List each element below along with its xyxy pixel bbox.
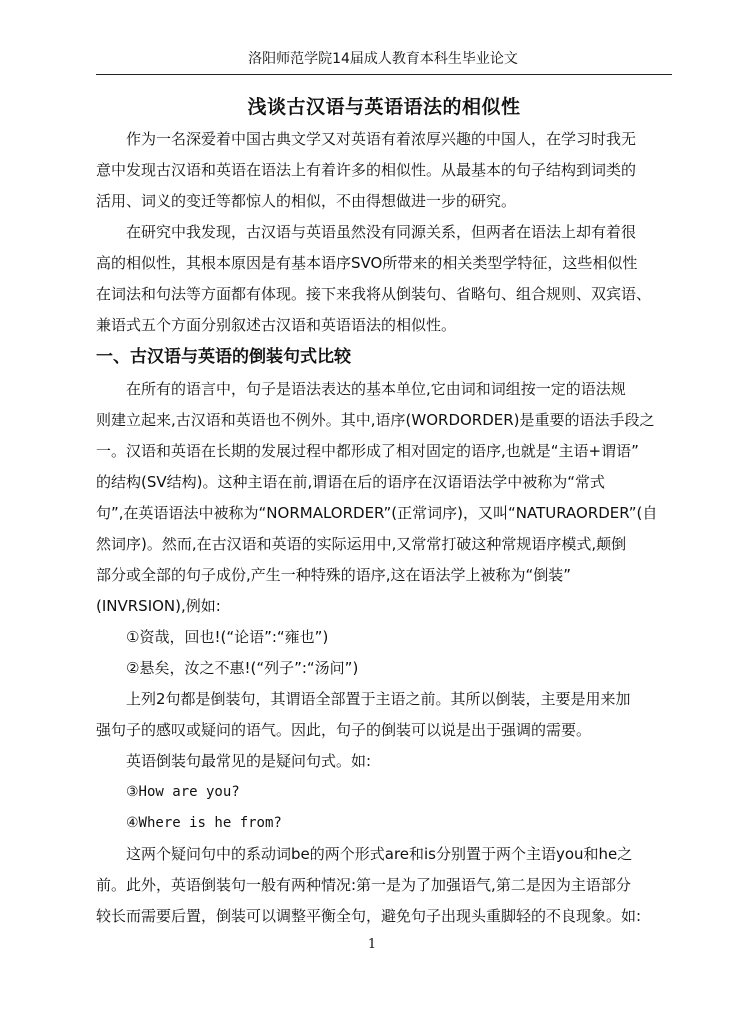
example-line: ②悬矣，汝之不惠!(“列子”:“汤问”) <box>126 659 359 677</box>
body-line: 上列2句都是倒装句，其谓语全部置于主语之前。其所以倒装，主要是用来加 <box>126 690 631 708</box>
body-line: 意中发现古汉语和英语在语法上有着许多的相似性。从最基本的句子结构到词类的 <box>96 161 637 179</box>
body-line: 则建立起来,古汉语和英语也不例外。其中,语序(WORDORDER)是重要的语法手段之 <box>96 411 655 429</box>
body-line: 高的相似性，其根本原因是有基本语序SVO所带来的相关类型学特征，这些相似性 <box>96 254 638 272</box>
body-line: 英语倒装句最常见的是疑问句式。如: <box>126 752 372 770</box>
page-number: 1 <box>367 937 377 952</box>
body-line: 兼语式五个方面分别叙述古汉语和英语语法的相似性。 <box>96 316 457 334</box>
body-line: 在研究中我发现，古汉语与英语虽然没有同源关系，但两者在语法上却有着很 <box>126 223 637 241</box>
body-line: 的结构(SV结构)。这种主语在前,谓语在后的语序在汉语语法学中被称为“常式 <box>96 473 606 491</box>
body-line: 在所有的语言中，句子是语法表达的基本单位,它由词和词组按一定的语法规 <box>126 380 626 398</box>
section-heading: 一、古汉语与英语的倒装句式比较 <box>96 347 351 367</box>
body-line: 较长而需要后置，倒装可以调整平衡全句，避免句子出现头重脚轻的不良现象。如: <box>96 907 642 925</box>
example-line: ③How are you? <box>126 784 240 800</box>
body-line: 强句子的感叹或疑问的语气。因此，句子的倒装可以说是出于强调的需要。 <box>96 721 592 739</box>
body-line: (INVRSION),例如: <box>96 597 221 615</box>
body-line: 然词序)。然而,在古汉语和英语的实际运用中,又常常打破这种常规语序模式,颠倒 <box>96 535 627 553</box>
paper-title: 浅谈古汉语与英语语法的相似性 <box>247 96 521 118</box>
example-line: ④Where is he from? <box>126 815 282 831</box>
example-line: ①资哉，回也!(“论语”:“雍也”) <box>126 628 329 646</box>
body-line: 句”,在英语语法中被称为“NORMALORDER”(正常词序)，又叫“NATURAORDER”(自 <box>96 504 658 522</box>
header-rule <box>96 74 672 75</box>
running-header: 洛阳师范学院14届成人教育本科生毕业论文 <box>248 51 518 67</box>
body-line: 在词法和句法等方面都有体现。接下来我将从倒装句、省略句、组合规则、双宾语、 <box>96 285 652 303</box>
body-line: 一。汉语和英语在长期的发展过程中都形成了相对固定的语序,也就是“主语+谓语” <box>96 442 639 460</box>
body-line: 前。此外，英语倒装句一般有两种情况:第一是为了加强语气,第二是因为主语部分 <box>96 876 631 894</box>
body-line: 这两个疑问句中的系动词be的两个形式are和is分别置于两个主语you和he之 <box>126 845 633 863</box>
body-line: 部分或全部的句子成份,产生一种特殊的语序,这在语法学上被称为“倒装” <box>96 566 572 584</box>
body-line: 活用、词义的变迁等都惊人的相似，不由得想做进一步的研究。 <box>96 192 517 210</box>
body-line: 作为一名深爱着中国古典文学又对英语有着浓厚兴趣的中国人，在学习时我无 <box>126 130 637 148</box>
body-text <box>96 124 672 932</box>
